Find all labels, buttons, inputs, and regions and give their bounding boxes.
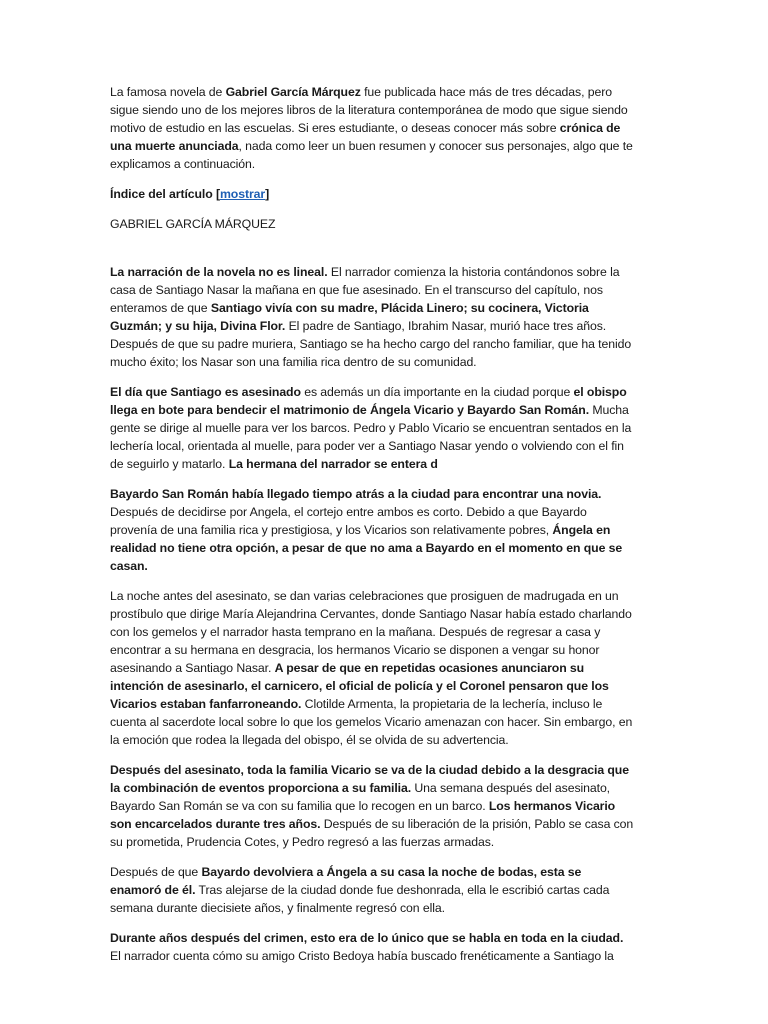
- spacer: [110, 245, 634, 263]
- bold-text-run: Los hermanos Vicario son encarcelados durante tres años.: [110, 799, 616, 831]
- text-run: Después de su liberación de la prisión, Pablo se casa con su prometida, Prudencia Cotes, y Pedro regresó a las fuerzas armadas.: [110, 817, 634, 849]
- text-run: es además un día importante en la ciudad porque: [300, 385, 574, 399]
- section-heading: GABRIEL GARCÍA MÁRQUEZ: [110, 217, 276, 231]
- bold-text-run: Santiago vivía con su madre, Plácida Linero; su cocinera, Victoria Guzmán; y su hija, Divina Flor.: [110, 301, 589, 333]
- paragraph-night-before: [110, 587, 634, 749]
- bold-text-run: La hermana del narrador se entera d: [228, 457, 438, 471]
- bold-text-run: La narración de la novela no es lineal.: [110, 265, 328, 279]
- paragraph-angela-return: [110, 863, 634, 917]
- toc-show-link[interactable]: mostrar: [219, 187, 266, 201]
- paragraph-bayardo: [110, 485, 634, 575]
- bold-text-run: A pesar de que en repetidas ocasiones anunciaron su intención de asesinarlo, el carnicero, el oficial de policía y el Coronel pensaron que los Vicarios estaban fanfarroneando.: [110, 661, 609, 711]
- bold-text-run: Bayardo devolviera a Ángela a su casa la noche de bodas, esta se enamoró de él.: [110, 865, 582, 897]
- paragraph-wedding-day: [110, 383, 634, 473]
- text-run: El narrador comienza la historia contándonos sobre la casa de Santiago Nasar la mañana en que fue asesinado. En el transcurso del capítulo, nos enteramos de que: [110, 265, 620, 315]
- paragraph-after-murder: [110, 761, 634, 851]
- text-run: Una semana después del asesinato, Bayardo San Román se va con su familia que lo recogen en un barco.: [110, 781, 610, 813]
- toc-label: Índice del artículo [: [110, 187, 220, 201]
- bold-text-run: Después del asesinato, toda la familia Vicario se va de la ciudad debido a la desgracia que la combinación de eventos proporciona a su familia.: [110, 763, 629, 795]
- toc-close-bracket: ]: [265, 187, 270, 201]
- text-run: La famosa novela de: [110, 85, 226, 99]
- paragraph-years-after: [110, 929, 634, 965]
- text-run: El padre de Santiago, Ibrahim Nasar, murió hace tres años. Después de que su padre muriera, Santiago se ha hecho cargo del rancho familiar, que ha tenido mucho éxito; los Nasar son una familia rica dentro de su comunidad.: [110, 319, 632, 369]
- text-run: Mucha gente se dirige al muelle para ver los barcos. Pedro y Pablo Vicario se encuentran sentados en la lechería local, orientada al muelle, para poder ver a Santiago Nasar yendo o volviendo con el fin de seguirlo y matarlo.: [110, 403, 632, 471]
- bold-text-run: el obispo llega en bote para bendecir el matrimonio de Ángela Vicario y Bayardo San Román.: [110, 385, 627, 417]
- bold-text-run: Bayardo San Román había llegado tiempo atrás a la ciudad para encontrar una novia.: [110, 487, 602, 501]
- text-run: fue publicada hace más de tres décadas, pero sigue siendo uno de los mejores libros de la literatura contemporánea de modo que sigue siendo motivo de estudio en las escuelas. Si eres estudiante, o deseas conocer más sobre: [110, 85, 628, 135]
- text-run: Tras alejarse de la ciudad donde fue deshonrada, ella le escribió cartas cada semana durante diecisiete años, y finalmente regresó con ella.: [110, 883, 610, 915]
- text-run: , nada como leer un buen resumen y conocer sus personajes, algo que te explicamos a continuación.: [110, 139, 633, 171]
- article-body: [110, 83, 634, 977]
- text-run: El narrador cuenta cómo su amigo Cristo Bedoya había buscado frenéticamente a Santiago la: [110, 949, 614, 963]
- text-run: Clotilde Armenta, la propietaria de la lechería, incluso le cuenta al sacerdote local sobre lo que los gemelos Vicario amenazan con hacer. Sin embargo, en la emoción que rodea la llegada del obispo, él se olvida de su advertencia.: [110, 697, 633, 747]
- bold-text-run: crónica de una muerte anunciada: [110, 121, 621, 153]
- bold-text-run: El día que Santiago es asesinado: [110, 385, 301, 399]
- table-of-contents: [110, 185, 634, 203]
- text-run: Después de decidirse por Angela, el cortejo entre ambos es corto. Debido a que Bayardo provenía de una familia rica y prestigiosa, y los Vicarios son relativamente pobres,: [110, 505, 587, 537]
- paragraph-narration: [110, 263, 634, 371]
- bold-text-run: Durante años después del crimen, esto era de lo único que se habla en toda en la ciudad.: [110, 931, 624, 945]
- text-run: La noche antes del asesinato, se dan varias celebraciones que prosiguen de madrugada en un prostíbulo que dirige María Alejandrina Cervantes, donde Santiago Nasar había estado charlando con los gemelos y el narrador hasta temprano en la mañana. Después de regresar a casa y encontrar a su hermana en desgracia, los hermanos Vicario se disponen a vengar su honor asesinando a Santiago Nasar.: [110, 589, 632, 675]
- text-run: Después de que: [110, 865, 202, 879]
- paragraph-intro: [110, 83, 634, 173]
- bold-text-run: Ángela en realidad no tiene otra opción, a pesar de que no ama a Bayardo en el momento en que se casan.: [110, 523, 623, 573]
- bold-text-run: Gabriel García Márquez: [225, 85, 361, 99]
